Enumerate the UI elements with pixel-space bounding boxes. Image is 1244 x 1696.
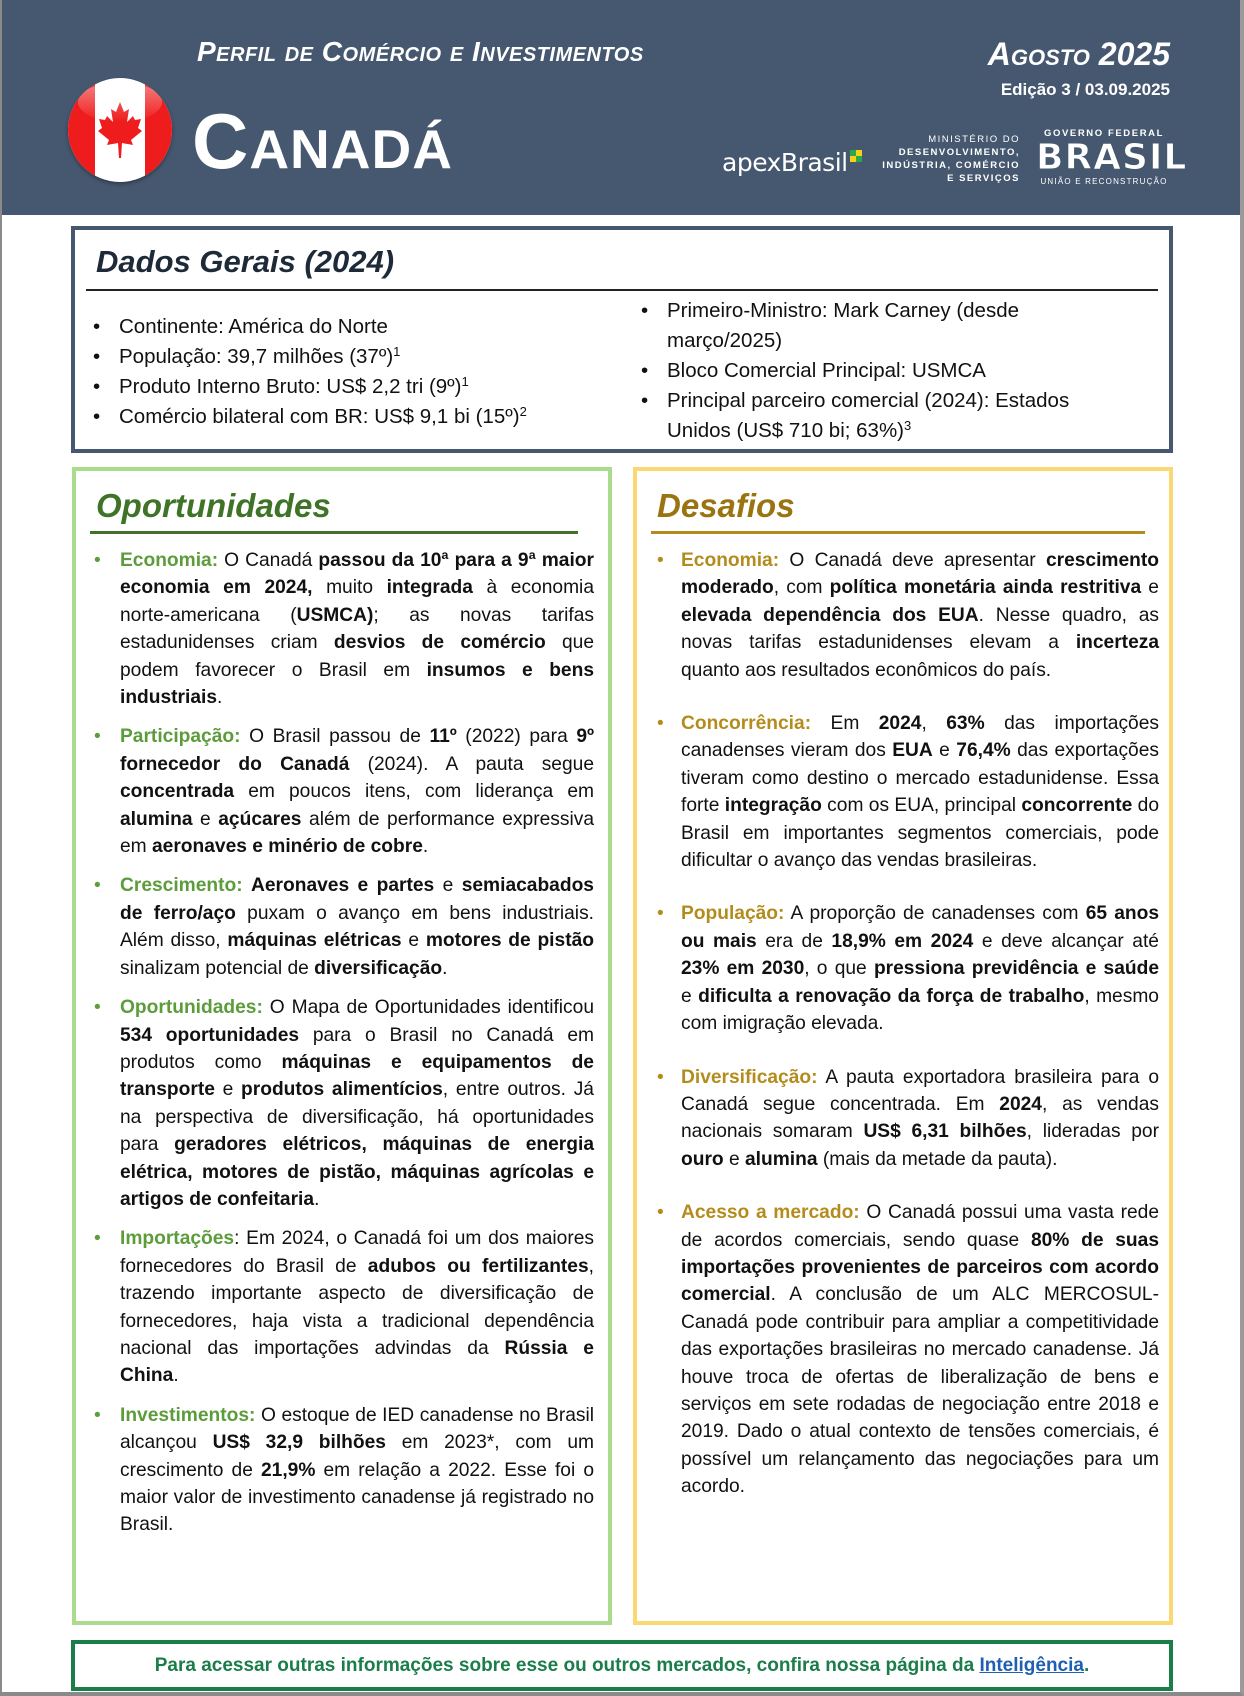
footer-banner: Para acessar outras informações sobre esse ou outros mercados, confira nossa página da Inteligência.: [71, 1640, 1173, 1691]
general-data-item: • Continente: América do Norte: [89, 312, 609, 342]
challenges-list: [651, 547, 1159, 1527]
challenge-item: • Concorrência: Em 2024, 63% das importações canadenses vieram dos EUA e 76,4% das exportações tiveram como destino o mercado estadunidense. Essa forte integração com os EUA, principal concorrente do Brasil em importantes segmentos comerciais, pode dificultar o avanço das vendas brasileiras.: [651, 710, 1159, 874]
opportunity-item: • Oportunidades: O Mapa de Oportunidades identificou 534 oportunidades para o Brasil no Canadá em produtos como máquinas e equipamentos de transporte e produtos alimentícios, entre outros. Já na perspectiva de diversificação, há oportunidades para geradores elétricos, máquinas de energia elétrica, motores de pistão, máquinas agrícolas e artigos de confeitaria.: [90, 994, 594, 1213]
general-data-panel: [71, 226, 1173, 453]
footnote-marker: 1: [461, 374, 469, 389]
divider: [651, 531, 1145, 534]
governo-federal-logo: GOVERNO FEDERAL BRASIL UNIÃO E RECONSTRUÇÃO: [1036, 128, 1188, 186]
opportunity-item: • Crescimento: Aeronaves e partes e semiacabados de ferro/aço puxam o avanço em bens industriais. Além disso, máquinas elétricas e motores de pistão sinalizam potencial de diversificação.: [90, 872, 594, 982]
challenge-item: • População: A proporção de canadenses com 65 anos ou mais era de 18,9% em 2024 e deve alcançar até 23% em 2030, o que pressiona previdência e saúde e dificulta a renovação da força de trabalho, mesmo com imigração elevada.: [651, 900, 1159, 1037]
general-data-title: Dados Gerais (2024): [96, 244, 395, 279]
footnote-marker: 2: [519, 404, 527, 419]
opportunity-item: • Economia: O Canadá passou da 10ª para a 9ª maior economia em 2024, muito integrada à economia norte-americana (USMCA); as novas tarifas estadunidenses criam desvios de comércio que podem favorecer o Brasil em insumos e bens industriais.: [90, 547, 594, 711]
opportunity-item: • Investimentos: O estoque de IED canadense no Brasil alcançou US$ 32,9 bilhões em 2023*, com um crescimento de 21,9% em relação a 2022. Esse foi o maior valor de investimento canadense já registrado no Brasil.: [90, 1402, 594, 1539]
opportunity-item: • Importações: Em 2024, o Canadá foi um dos maiores fornecedores do Brasil de adubos ou fertilizantes, trazendo importante aspecto de diversificação de fornecedores, haja vista a tradicional dependência nacional das importações advindas da Rússia e China.: [90, 1225, 594, 1389]
item-label: Importações: [120, 1228, 235, 1250]
item-label: Acesso a mercado:: [681, 1202, 860, 1224]
general-data-list-left: [89, 312, 609, 432]
general-data-item: • População: 39,7 milhões (37º)$^1$: [89, 342, 609, 372]
opportunities-panel: [72, 467, 612, 1625]
opportunities-list: [90, 547, 594, 1551]
item-label: Diversificação:: [681, 1066, 818, 1088]
footnote-marker: 3: [904, 418, 912, 433]
footnote-marker: 1: [393, 344, 401, 359]
item-label: Economia:: [120, 550, 219, 571]
report-header: [2, 0, 1240, 215]
divider: [86, 289, 1158, 291]
challenge-item: • Diversificação: A pauta exportadora brasileira para o Canadá segue concentrada. Em 2024, as vendas nacionais somaram US$ 6,31 bilhões, lideradas por ouro e alumina (mais da metade da pauta).: [651, 1064, 1159, 1174]
item-label: População:: [681, 903, 785, 925]
general-data-list-right: [637, 296, 1137, 446]
opportunities-title: Oportunidades: [96, 487, 331, 524]
footer-text: Para acessar outras informações sobre esse ou outros mercados, confira nossa página da: [154, 1655, 980, 1676]
item-label: Economia:: [681, 550, 780, 571]
general-data-item: • Bloco Comercial Principal: USMCA: [637, 356, 1137, 386]
item-label: Crescimento:: [120, 875, 243, 897]
report-subtitle: Perfil de Comércio e Investimentos: [197, 36, 644, 67]
apex-squares-icon: [850, 150, 862, 162]
report-month: Agosto 2025: [987, 36, 1170, 72]
item-label: Oportunidades:: [120, 997, 263, 1019]
general-data-item: • Comércio bilateral com BR: US$ 9,1 bi (15º)$^2$: [89, 402, 609, 432]
general-data-item: • Produto Interno Bruto: US$ 2,2 tri (9º)$^1$: [89, 372, 609, 402]
report-edition: Edição 3 / 03.09.2025: [1000, 80, 1170, 99]
challenges-title: Desafios: [657, 487, 795, 524]
challenge-item: • Economia: O Canadá deve apresentar crescimento moderado, com política monetária ainda restritiva e elevada dependência dos EUA. Nesse quadro, as novas tarifas estadunidenses elevam a incerteza quanto aos resultados econômicos do país.: [651, 547, 1159, 684]
item-label: Concorrência:: [681, 713, 812, 735]
challenge-item: • Acesso a mercado: O Canadá possui uma vasta rede de acordos comerciais, sendo quase 80% de suas importações provenientes de parceiros com acordo comercial. A conclusão de um ALC MERCOSUL-Canadá pode contribuir para ampliar a competitividade das exportações brasileiras no mercado canadense. Já houve troca de ofertas de liberalização de bens e serviços em sete rodadas de negociação entre 2018 e 2019. Dado o atual contexto de tensões comerciais, é possível um relançamento das negociações para um acordo.: [651, 1199, 1159, 1500]
general-data-item: • Principal parceiro comercial (2024): Estados Unidos (US$ 710 bi; 63%)$^3$: [637, 386, 1137, 446]
general-data-item: • Primeiro-Ministro: Mark Carney (desde março/2025): [637, 296, 1137, 356]
apexbrasil-logo: apexBrasil: [722, 148, 862, 177]
ministry-logo: MINISTÉRIO DO DESENVOLVIMENTO, INDÚSTRIA, COMÉRCIO E SERVIÇOS: [882, 134, 1020, 184]
country-title: Canadá: [192, 97, 453, 185]
divider: [90, 531, 578, 534]
opportunity-item: • Participação: O Brasil passou de 11º (2022) para 9º fornecedor do Canadá (2024). A pauta segue concentrada em poucos itens, com liderança em alumina e açúcares além de performance expressiva em aeronaves e minério de cobre.: [90, 723, 594, 860]
canada-flag-icon: [68, 78, 172, 182]
item-label: Participação:: [120, 726, 241, 748]
item-label: Investimentos:: [120, 1404, 256, 1426]
inteligencia-link[interactable]: Inteligência: [979, 1655, 1084, 1676]
challenges-panel: [633, 467, 1173, 1625]
